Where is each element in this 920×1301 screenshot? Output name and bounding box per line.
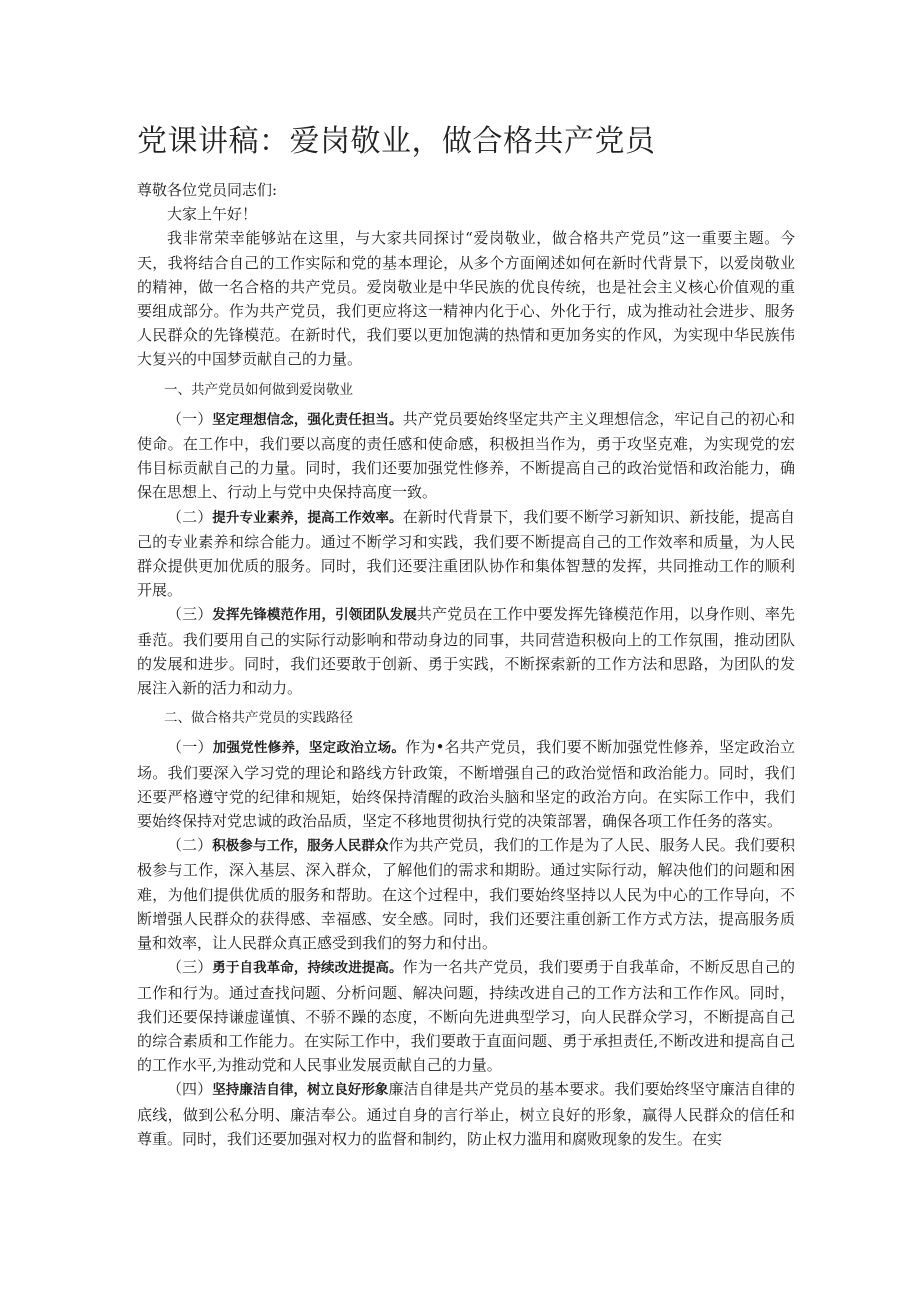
item-text: 廉洁自律是共产党员的基本要求。我们要始终坚守廉洁自律的底线，做到公私分明、廉洁奉公。通过自身的言行举止，树立良好的形象，赢得人民群众的信任和尊重。同时，我们还要加强对权力的监督和制约，防止权力滥用和腐败现象的发生。在实 [137, 1080, 795, 1148]
section-2-item-1 [137, 735, 795, 833]
item-text: 作为共产党员，我们的工作是为了人民、服务人民。我们要积极参与工作，深入基层、深入群众，了解他们的需求和期盼。通过实际行动，解决他们的问题和困难，为他们提供优质的服务和帮助。在这个过程中，我们要始终坚持以人民为中心的工作导向，不断增强人民群众的获得感、幸福感、安全感。同时，我们还要注重创新工作方式方法，提高服务质量和效率，让人民群众真正感受到我们的努力和付出。 [137, 836, 795, 953]
item-lead: 加强党性修养，坚定政治立场。 [212, 740, 406, 757]
item-number: （二） [167, 836, 213, 855]
salutation: 尊敬各位党员同志们: [137, 181, 278, 199]
item-lead: 坚定理想信念，强化责任担当。 [212, 411, 403, 428]
item-lead: 勇于自我革命，持续改进提高。 [212, 960, 403, 977]
item-lead: 发挥先锋模范作用，引领团队发展 [212, 607, 417, 624]
item-number: （一） [167, 738, 213, 757]
item-text: 共产党员在工作中要发挥先锋模范作用，以身作则、率先垂范。我们要用自己的实际行动影响和带动身边的同事，共同营造积极向上的工作氛围，推动团队的发展和进步。同时，我们还要敢于创新、勇于实践，不断探索新的工作方法和思路，为团队的发展注入新的活力和动力。 [137, 605, 795, 698]
item-lead: 坚持廉洁自律，树立良好形象 [212, 1082, 389, 1099]
item-number: （四） [167, 1080, 213, 1099]
item-text: 在新时代背景下，我们要不断学习新知识、新技能，提高自己的专业素养和综合能力。通过不断学习和实践，我们要不断提高自己的工作效率和质量，为人民群众提供更加优质的服务。同时，我们还要注重团队协作和集体智慧的发挥，共同推动工作的顺利开展。 [137, 507, 795, 600]
document-title: 党课讲稿：爱岗敬业，做合格共产党员 [137, 124, 656, 159]
document-body [137, 178, 795, 1151]
section-2-heading: 二、做合格共产党员的实践路径 [164, 710, 353, 727]
section-2-item-4 [137, 1077, 795, 1151]
item-lead: 提升专业素养，提高工作效率。 [212, 509, 403, 526]
section-2-item-2 [137, 833, 795, 955]
intro-paragraph: 我非常荣幸能够站在这里，与大家共同探讨“爱岗敬业，做合格共产党员”这一重要主题。今天，我将结合自己的工作实际和党的基本理论，从多个方面阐述如何在新时代背景下，以爱岗敬业的精神，做一名合格的共产党员。爱岗敬业是中华民族的优良传统，也是社会主义核心价值观的重要组成部分。作为共产党员，我们更应将这一精神内化于心、外化于行，成为推动社会进步、服务人民群众的先锋模范。在新时代，我们要以更加饱满的热情和更加务实的作风，为实现中华民族伟大复兴的中国梦贡献自己的力量。 [137, 229, 795, 369]
section-1-item-3 [137, 602, 795, 700]
section-1-item-2 [137, 505, 795, 603]
section-2-item-3 [137, 955, 795, 1077]
item-text: 作为•名共产党员，我们要不断加强党性修养，坚定政治立场。我们要深入学习党的理论和路线方针政策，不断增强自己的政治觉悟和政治能力。同时，我们还要严格遵守党的纪律和规矩，始终保持清醒的政治头脑和坚定的政治方向。在实际工作中，我们要始终保持对党忠诚的政治品质，坚定不移地贯彻执行党的决策部署，确保各项工作任务的落实。 [137, 738, 795, 831]
item-lead: 积极参与工作，服务人民群众 [212, 838, 389, 855]
item-number: （一） [167, 409, 213, 428]
item-number: （二） [167, 507, 213, 526]
item-text: 作为一名共产党员，我们要勇于自我革命，不断反思自己的工作和行为。通过查找问题、分析问题、解决问题，持续改进自己的工作方法和工作作风。同时，我们还要保持谦虚谨慎、不骄不躁的态度，不断向先进典型学习，向人民群众学习，不断提高自己的综合素质和工作能力。在实际工作中，我们要敢于直面问题、勇于承担责任,不断改进和提高自己的工作水平,为推动党和人民事业发展贡献自己的力量。 [137, 958, 795, 1075]
greeting: 大家上午好！ [167, 205, 258, 224]
item-number: （三） [167, 605, 213, 624]
section-1-item-1 [137, 407, 795, 505]
item-text: 共产党员要始终坚定共产主义理想信念，牢记自己的初心和使命。在工作中，我们要以高度的责任感和使命感，积极担当作为，勇于攻坚克难，为实现党的宏伟目标贡献自己的力量。同时，我们还要加强党性修养，不断提高自己的政治觉悟和政治能力，确保在思想上、行动上与党中央保持高度一致。 [137, 409, 795, 502]
section-1-heading: 一、共产党员如何做到爱岗敬业 [164, 381, 353, 398]
item-number: （三） [167, 958, 213, 977]
